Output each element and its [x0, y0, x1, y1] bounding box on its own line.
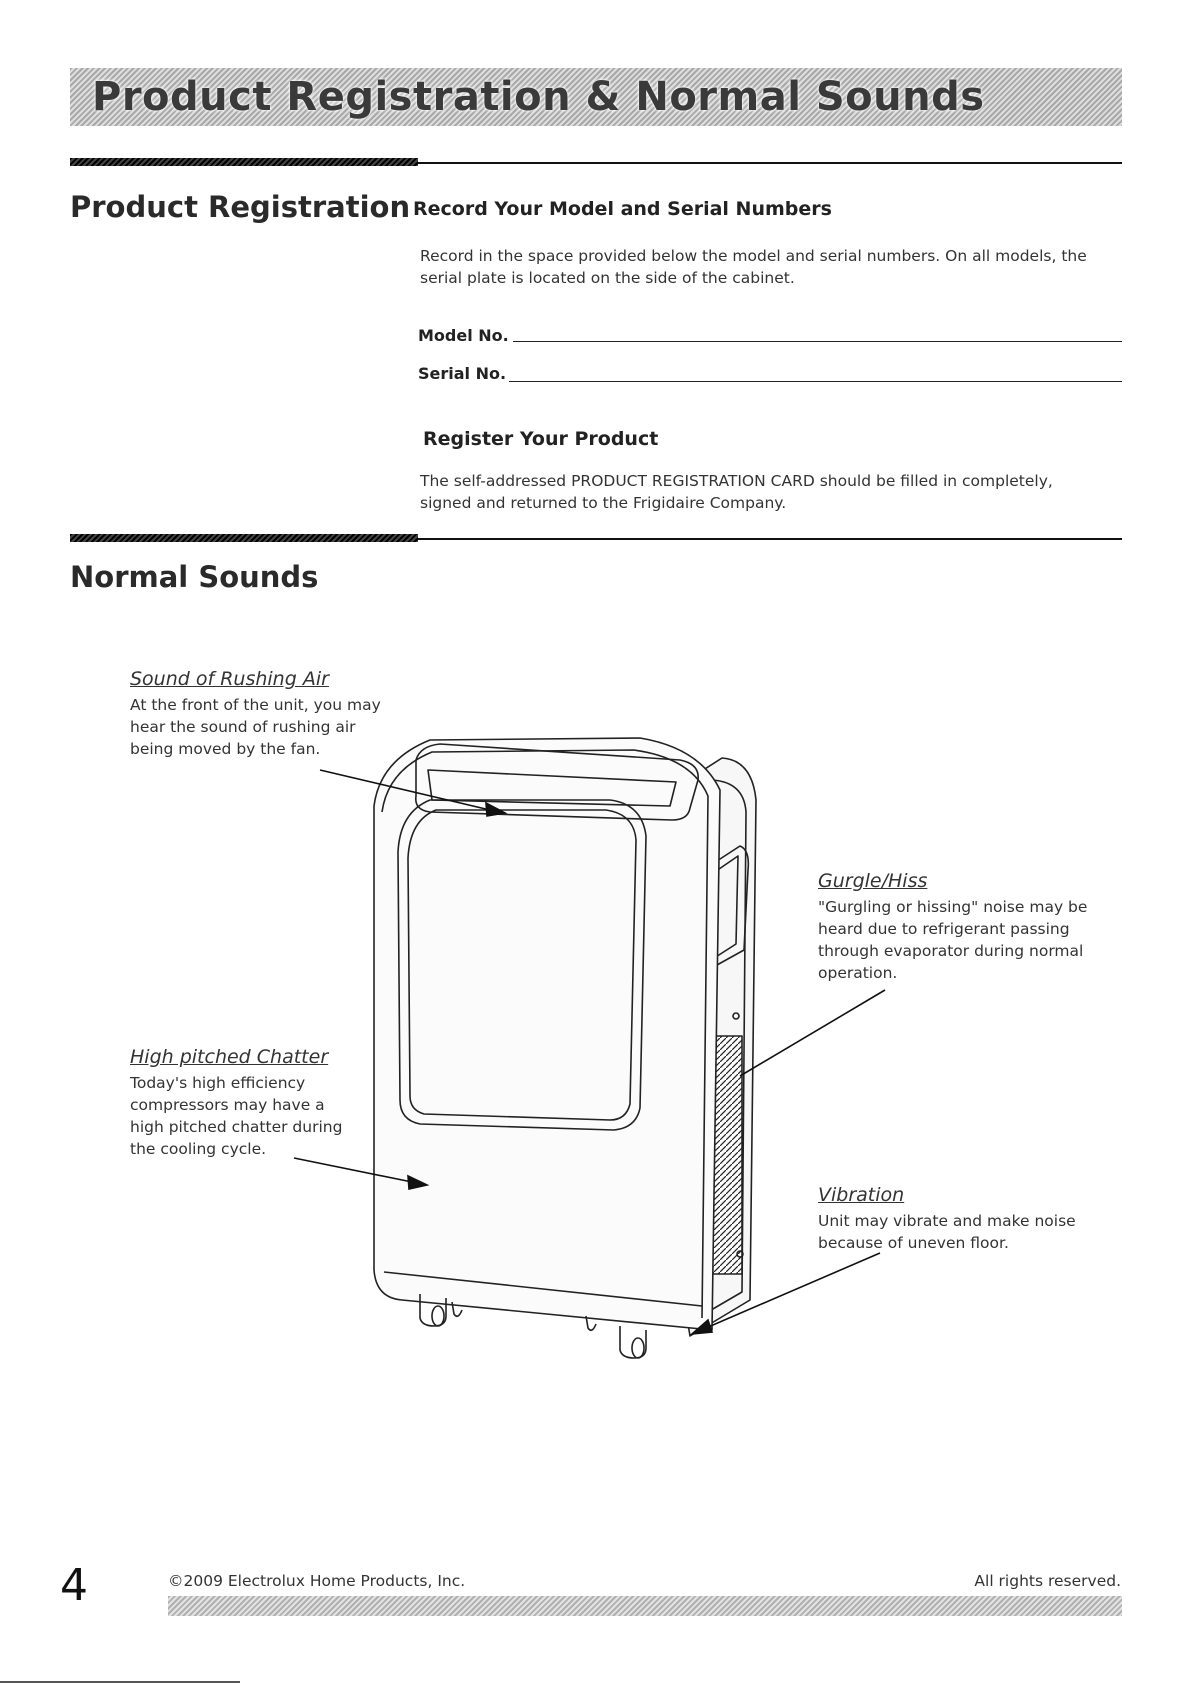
callout-high-pitched-chatter: [130, 1046, 370, 1160]
callout-gurgle-hiss: [818, 870, 1118, 984]
record-numbers-heading: Record Your Model and Serial Numbers: [413, 198, 832, 220]
callout-title: Vibration: [818, 1184, 905, 1206]
serial-number-label: Serial No.: [418, 364, 507, 383]
callout-title: Sound of Rushing Air: [130, 668, 329, 690]
callout-text: At the front of the unit, you may hear the sound of rushing air being moved by the fan.: [130, 696, 381, 758]
register-product-heading: Register Your Product: [423, 428, 659, 450]
callout-rushing-air: [130, 668, 410, 760]
page-number: 4: [60, 1560, 88, 1611]
callout-vibration: [818, 1184, 1118, 1254]
page-title: Product Registration & Normal Sounds: [92, 74, 985, 120]
rights-text: All rights reserved.: [974, 1572, 1121, 1590]
callout-text: Unit may vibrate and make noise because of uneven floor.: [818, 1212, 1076, 1252]
record-numbers-text: Record in the space provided below the model and serial numbers. On all models, the serial plate is located on the side of the cabinet.: [420, 247, 1087, 287]
copyright-text: ©2009 Electrolux Home Products, Inc.: [168, 1572, 466, 1590]
callout-title: High pitched Chatter: [130, 1046, 329, 1068]
callout-title: Gurgle/Hiss: [818, 870, 928, 892]
footer-bar: [168, 1596, 1122, 1616]
callout-text: Today's high efficiency compressors may have a high pitched chatter during the cooling cycle.: [130, 1074, 343, 1158]
registration-heading: Product Registration: [70, 190, 411, 224]
register-product-text: The self-addressed PRODUCT REGISTRATION CARD should be filled in completely, signed and returned to the Frigidaire Company.: [420, 472, 1053, 512]
normal-sounds-heading: Normal Sounds: [70, 560, 319, 594]
callout-text: "Gurgling or hissing" noise may be heard due to refrigerant passing through evaporator during normal operation.: [818, 898, 1088, 982]
model-number-label: Model No.: [418, 326, 509, 345]
